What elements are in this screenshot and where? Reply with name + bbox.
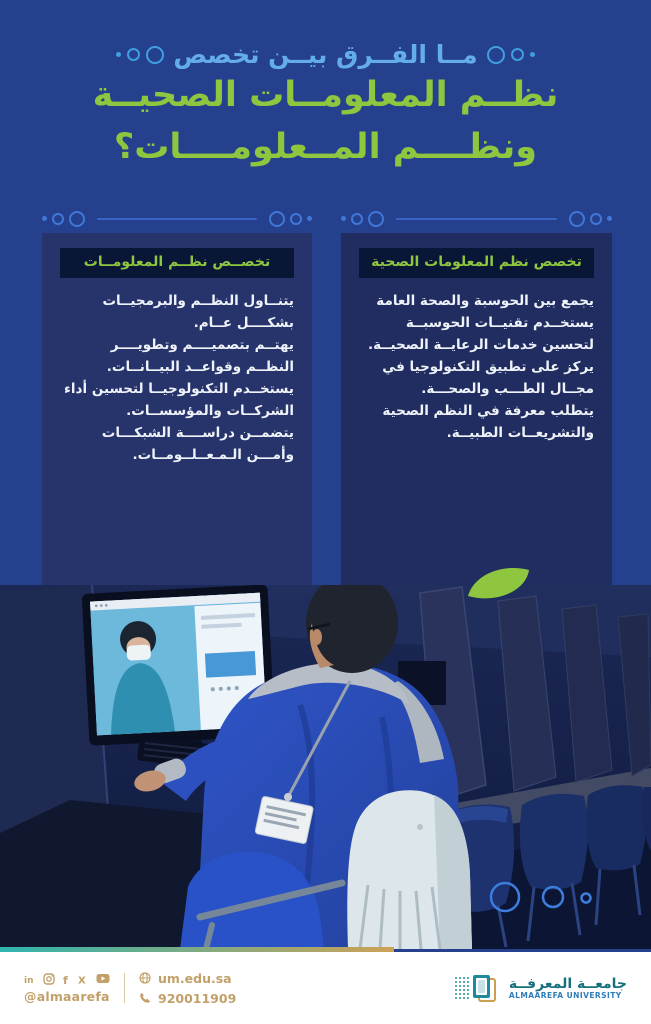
circle-icon xyxy=(368,211,384,227)
circle-icon xyxy=(127,48,140,61)
university-logo-text xyxy=(509,976,627,1001)
title-main-line2: ونظــــم المــعلومــــات؟ xyxy=(113,127,538,167)
card-health-information-systems xyxy=(341,233,612,585)
circle-icon xyxy=(351,213,363,225)
circle-icon xyxy=(269,211,285,227)
list-item: يتضمــن دراســــة الشبكـــات وأمـــن الـمـعــلــومــات. xyxy=(101,425,294,463)
website-text: um.edu.sa xyxy=(158,970,232,986)
card-header-information-systems: تخصــص نظــم المعلومــات xyxy=(60,248,294,278)
footer-divider xyxy=(124,973,125,1003)
circle-icon xyxy=(146,46,164,64)
contact-block xyxy=(139,971,236,1006)
circle-icon xyxy=(511,48,524,61)
title-block xyxy=(0,40,651,173)
title-main-line1: نظــم المعلومــات الصحيــة xyxy=(92,75,559,115)
card-items xyxy=(42,290,312,466)
youtube-icon[interactable] xyxy=(96,973,110,984)
university-name-english: ALMAAREFA UNIVERSITY xyxy=(508,990,622,1000)
circle-icon xyxy=(52,213,64,225)
list-item: يتنــاول النظــم والبرمجيــات بشكــــل عــام. xyxy=(102,293,294,331)
card-information-systems xyxy=(42,233,312,585)
card-items xyxy=(341,290,612,444)
dot-icon xyxy=(530,52,535,57)
dot-icon xyxy=(116,52,121,57)
title-question: مــا الفــرق بيــن تخصص xyxy=(173,40,478,69)
globe-icon xyxy=(139,972,151,984)
title-deco-right xyxy=(487,46,535,64)
circle-icon xyxy=(290,213,302,225)
deco-line xyxy=(396,218,557,220)
card-deco-line-left xyxy=(42,211,312,226)
title-line1-row xyxy=(0,40,651,69)
circle-icon xyxy=(487,46,505,64)
university-logo[interactable] xyxy=(453,970,627,1006)
university-name-arabic: جامعــة المعرفــة xyxy=(508,975,627,992)
facebook-icon[interactable] xyxy=(62,973,71,985)
leaf-icon xyxy=(466,563,532,605)
social-block xyxy=(24,973,110,1004)
circle-icon xyxy=(569,211,585,227)
card-header-health-information-systems: تخصص نظم المعلومات الصحية xyxy=(359,248,594,278)
university-logo-icon xyxy=(453,970,501,1006)
phone-text: 920011909 xyxy=(158,990,237,1006)
circle-icon xyxy=(69,211,85,227)
list-item: يستخــدم التكنولوجيــا لتحسين أداء الشركــات والمؤسســات. xyxy=(64,381,294,419)
dot-icon xyxy=(607,216,612,221)
list-item: يستخــدم تقنيــات الحوسبــة لتحسين خدمات الرعايــة الصحيــة. xyxy=(368,315,594,353)
linkedin-icon[interactable] xyxy=(24,973,36,985)
list-item: يهتــم بتصميــــم وتطويــــر النظــم وقواعــد البيــانــات. xyxy=(106,337,294,375)
list-item: يتطلب معرفة في النظم الصحية والتشريعــات الطبيــة. xyxy=(382,403,594,441)
list-item: يركز على تطبيق التكنولوجيا في مجــال الطـــب والصحـــة. xyxy=(382,359,594,397)
title-deco-left xyxy=(116,46,164,64)
dot-icon xyxy=(42,216,47,221)
svg-text:X: X xyxy=(78,975,86,985)
card-deco-line-right xyxy=(341,211,612,226)
social-handle[interactable]: @almaarefa xyxy=(24,988,110,1004)
website-link[interactable] xyxy=(139,971,236,986)
footer xyxy=(0,952,651,1024)
svg-text:f: f xyxy=(63,973,68,985)
list-item: يجمع بين الحوسبة والصحة العامة xyxy=(376,293,594,309)
instagram-icon[interactable] xyxy=(43,973,55,985)
deco-line xyxy=(97,218,257,220)
dot-icon xyxy=(341,216,346,221)
social-icons-row xyxy=(24,973,110,985)
classroom-photo xyxy=(0,585,651,949)
svg-text:in: in xyxy=(24,975,34,985)
circle-icon xyxy=(590,213,602,225)
dot-icon xyxy=(307,216,312,221)
x-icon[interactable] xyxy=(78,973,89,985)
phone-link[interactable] xyxy=(139,991,236,1006)
phone-icon xyxy=(139,992,151,1004)
